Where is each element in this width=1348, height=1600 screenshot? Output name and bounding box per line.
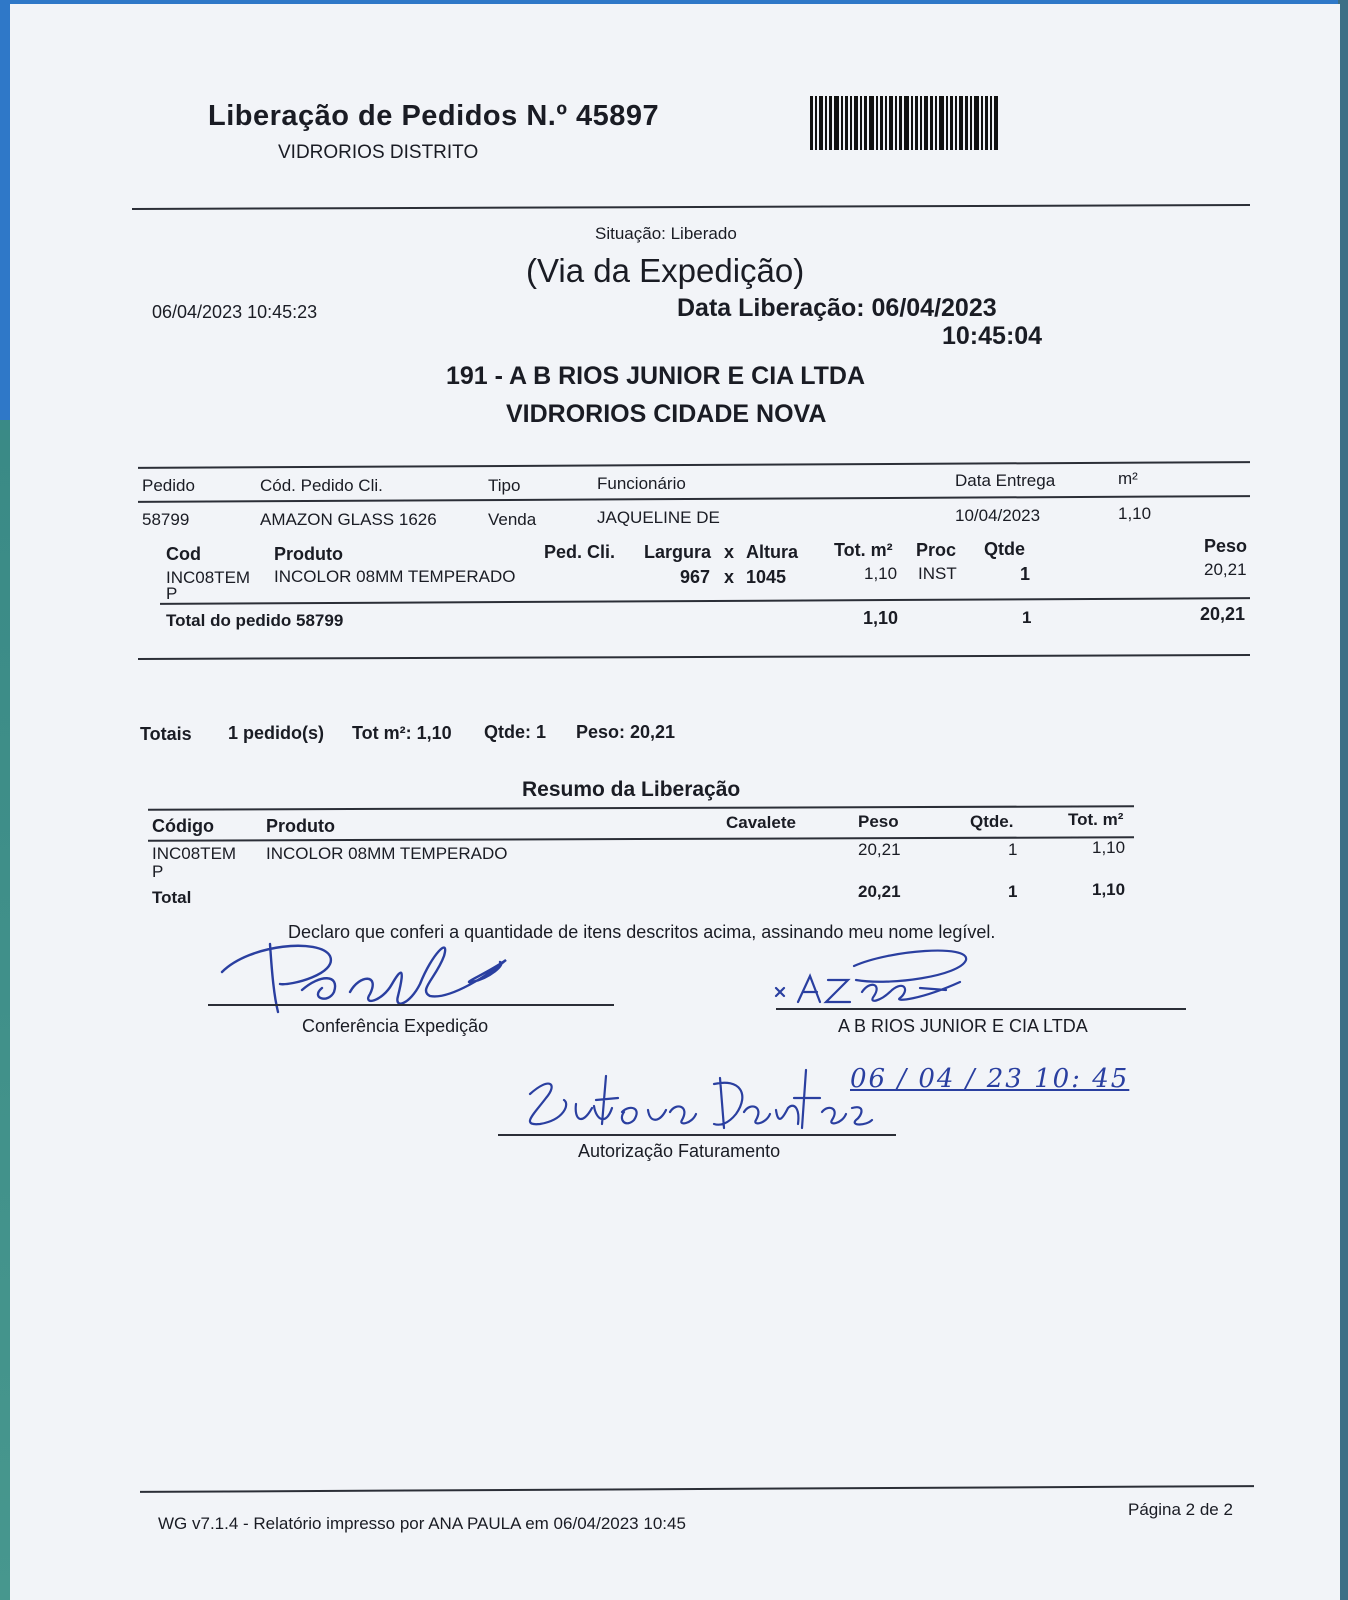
- item-total-line: [160, 597, 1250, 605]
- conferencia-label: Conferência Expedição: [302, 1016, 489, 1036]
- resumo-total-label: Total: [152, 888, 192, 907]
- item-cod: INC08TEM: [166, 568, 251, 587]
- data-liberacao-time: 10:45:04: [942, 322, 1043, 350]
- resumo-total-qtde: 1: [1008, 882, 1018, 901]
- via-expedicao: (Via da Expedição): [526, 252, 805, 289]
- item-col-ped-cli: Ped. Cli.: [544, 542, 616, 562]
- order-total-peso: 20,21: [1200, 604, 1246, 624]
- item-largura: 967: [680, 567, 711, 587]
- conferencia-line: [208, 1004, 614, 1006]
- item-peso: 20,21: [1204, 560, 1247, 579]
- resumo-col-produto: Produto: [266, 816, 335, 836]
- col-m2: m²: [1118, 469, 1138, 488]
- item-col-x: x: [724, 542, 735, 562]
- col-cod-pedido-cli: Cód. Pedido Cli.: [260, 476, 383, 495]
- document-sheet: [10, 4, 1340, 1600]
- resumo-col-peso: Peso: [858, 812, 899, 831]
- footer-page-number: Página 2 de 2: [1128, 1500, 1233, 1519]
- totals-tot-m2: Tot m²: 1,10: [352, 723, 452, 743]
- order-funcionario: JAQUELINE DE: [597, 508, 720, 527]
- item-produto: INCOLOR 08MM TEMPERADO: [274, 567, 516, 586]
- order-pedido: 58799: [142, 510, 190, 529]
- item-col-proc: Proc: [916, 540, 957, 560]
- order-total-label: Total do pedido 58799: [166, 611, 344, 630]
- totals-qtde: Qtde: 1: [484, 722, 547, 742]
- item-col-peso: Peso: [1204, 536, 1248, 556]
- item-col-tot-m2: Tot. m²: [834, 540, 893, 560]
- order-cod-pedido-cli: AMAZON GLASS 1626: [260, 510, 437, 529]
- col-pedido: Pedido: [142, 476, 195, 495]
- order-table-top-line: [138, 461, 1250, 469]
- order-tipo: Venda: [488, 510, 537, 529]
- totals-peso: Peso: 20,21: [576, 722, 676, 742]
- resumo-codigo-cont: P: [152, 862, 164, 881]
- resumo-col-codigo: Código: [152, 816, 214, 836]
- autorizacao-label: Autorização Faturamento: [578, 1141, 781, 1161]
- item-qtde: 1: [1020, 564, 1031, 584]
- order-m2: 1,10: [1118, 504, 1152, 523]
- col-tipo: Tipo: [488, 476, 521, 495]
- print-datetime: 06/04/2023 10:45:23: [152, 302, 318, 322]
- footer-divider: [140, 1485, 1254, 1493]
- resumo-codigo: INC08TEM: [152, 844, 237, 863]
- client-sign-line: [776, 1008, 1186, 1010]
- footer-printed-by: WG v7.1.4 - Relatório impresso por ANA PAULA em 06/04/2023 10:45: [158, 1514, 686, 1533]
- resumo-tot-m2: 1,10: [1092, 838, 1126, 857]
- resumo-col-qtde: Qtde.: [970, 812, 1014, 831]
- autorizacao-line: [498, 1134, 896, 1136]
- handwritten-date: 06 / 04 / 23 10: 45: [850, 1064, 1130, 1094]
- order-total-qtde: 1: [1022, 608, 1032, 627]
- resumo-total-tot-m2: 1,10: [1092, 880, 1126, 899]
- resumo-col-cavalete: Cavalete: [726, 813, 796, 832]
- client-name: 191 - A B RIOS JUNIOR E CIA LTDA: [446, 362, 866, 390]
- barcode-image: [810, 96, 1008, 150]
- item-col-largura: Largura: [644, 542, 712, 562]
- resumo-top-line: [148, 805, 1134, 810]
- signature-autorizacao: [510, 1064, 890, 1144]
- item-altura: 1045: [746, 567, 787, 587]
- totals-label: Totais: [140, 724, 192, 744]
- resumo-col-tot-m2: Tot. m²: [1068, 810, 1124, 829]
- item-tot-m2: 1,10: [864, 564, 898, 583]
- col-data-entrega: Data Entrega: [955, 471, 1056, 490]
- declaration-text: Declaro que conferi a quantidade de itens descritos acima, assinando meu nome legível.: [288, 922, 996, 942]
- order-table-header-line: [138, 495, 1250, 503]
- document-title: Liberação de Pedidos N.º 45897: [208, 100, 660, 132]
- resumo-header-line: [148, 836, 1134, 841]
- header-divider: [132, 204, 1250, 210]
- resumo-produto: INCOLOR 08MM TEMPERADO: [266, 844, 508, 863]
- resumo-peso: 20,21: [858, 840, 901, 859]
- order-total-m2: 1,10: [863, 608, 899, 628]
- status-situacao: Situação: Liberado: [595, 224, 737, 243]
- item-col-altura: Altura: [746, 542, 799, 562]
- data-liberacao: Data Liberação: 06/04/2023: [677, 294, 997, 322]
- client-sign-label: A B RIOS JUNIOR E CIA LTDA: [838, 1016, 1088, 1036]
- order-table-bottom-line: [138, 654, 1250, 660]
- col-funcionario: Funcionário: [597, 474, 686, 493]
- signature-client: [770, 940, 990, 1010]
- resumo-title: Resumo da Liberação: [522, 778, 741, 801]
- item-col-qtde: Qtde: [984, 539, 1026, 559]
- signature-conferencia: [210, 934, 540, 1024]
- resumo-total-peso: 20,21: [858, 882, 901, 901]
- item-col-produto: Produto: [274, 544, 343, 564]
- document-subtitle: VIDRORIOS DISTRITO: [278, 142, 479, 163]
- order-data-entrega: 10/04/2023: [955, 506, 1041, 525]
- item-col-cod: Cod: [166, 544, 201, 564]
- item-cod-cont: P: [166, 584, 178, 603]
- totals-pedidos: 1 pedido(s): [228, 723, 325, 743]
- client-store: VIDRORIOS CIDADE NOVA: [506, 400, 827, 428]
- resumo-qtde: 1: [1008, 840, 1018, 859]
- item-proc: INST: [918, 564, 957, 583]
- item-x: x: [724, 567, 735, 587]
